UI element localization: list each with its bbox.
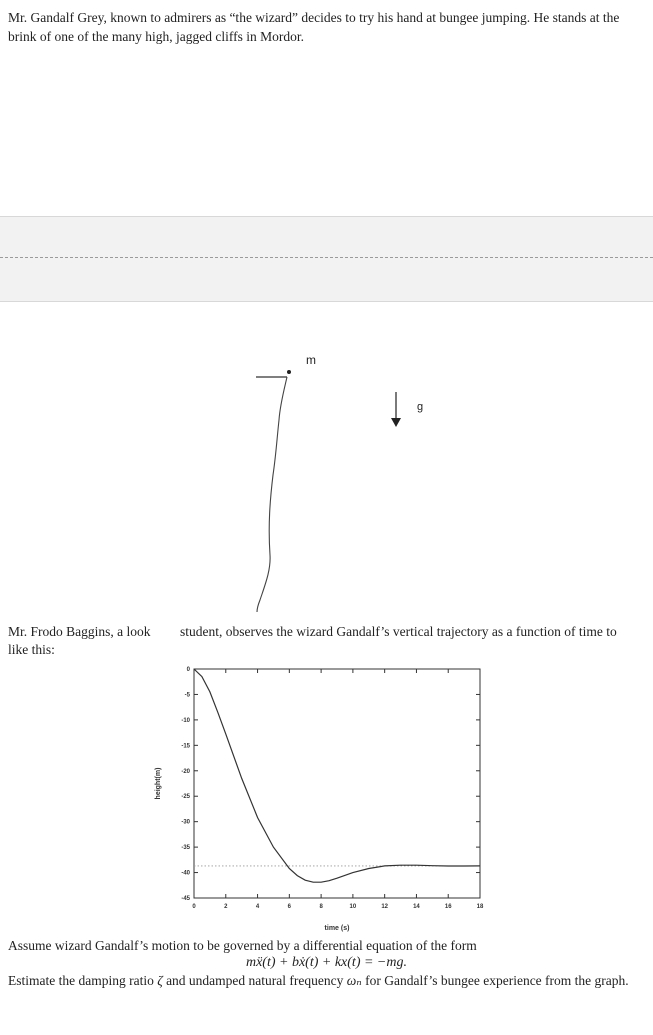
cliff-face — [257, 377, 287, 612]
trajectory-line — [194, 669, 480, 882]
x-axis-label: time (s) — [324, 925, 350, 932]
x-tick-label: 2 — [224, 904, 228, 910]
frodo-text-left: Mr. Frodo Baggins, a look like this: — [8, 624, 151, 657]
x-tick-label: 8 — [319, 904, 323, 910]
y-tick-label: -30 — [181, 819, 190, 826]
cliff-figure — [0, 330, 653, 620]
trajectory-chart — [0, 660, 653, 940]
x-tick-label: 12 — [381, 904, 389, 910]
x-tick-label: 10 — [349, 904, 357, 910]
estimate-prefix: Estimate the damping ratio — [8, 973, 158, 988]
x-tick-label: 6 — [287, 904, 292, 910]
x-tick-label: 0 — [192, 904, 196, 910]
y-tick-label: -35 — [181, 845, 190, 852]
x-tick-label: 4 — [255, 904, 260, 910]
y-tick-label: -20 — [181, 768, 190, 775]
gravity-arrowhead — [391, 418, 401, 427]
plot-frame — [194, 669, 480, 898]
dashed-divider — [0, 257, 653, 258]
mass-label: m — [306, 353, 316, 367]
equation: mẍ(t) + bẋ(t) + kx(t) = −mg. — [245, 955, 407, 970]
estimate-mid: and undamped natural frequency — [162, 973, 347, 988]
frodo-text-right: student, observes the wizard Gandalf’s vertical trajectory as a function of time to — [180, 624, 617, 639]
intro-paragraph: Mr. Gandalf Grey, known to admirers as “the wizard” decides to try his hand at bungee jumping. He stands at the brink of one of the many high, jagged cliffs in Mordor. — [8, 10, 620, 44]
y-tick-label: -40 — [181, 870, 190, 877]
x-tick-label: 14 — [413, 904, 420, 910]
gravity-label: g — [417, 401, 424, 413]
estimate-suffix: for Gandalf’s bungee experience from the graph. — [361, 973, 629, 988]
y-tick-label: -25 — [181, 794, 190, 801]
y-tick-label: -15 — [181, 743, 190, 750]
y-tick-label: -5 — [184, 692, 190, 699]
assume-paragraph: Assume wizard Gandalf’s motion to be governed by a differential equation of the form — [8, 938, 477, 953]
divider-band — [0, 216, 653, 302]
omega-symbol: ωₙ — [346, 973, 362, 988]
zeta-symbol: ζ — [157, 973, 163, 988]
x-tick-label: 16 — [444, 904, 452, 910]
estimate-paragraph — [8, 972, 638, 990]
y-axis-label: height(m) — [155, 767, 162, 800]
y-tick-label: -10 — [181, 717, 190, 724]
y-tick-label: -45 — [181, 896, 190, 902]
wizard-mass — [287, 370, 291, 374]
y-tick-label: 0 — [186, 667, 190, 673]
x-tick-label: 18 — [476, 904, 484, 910]
